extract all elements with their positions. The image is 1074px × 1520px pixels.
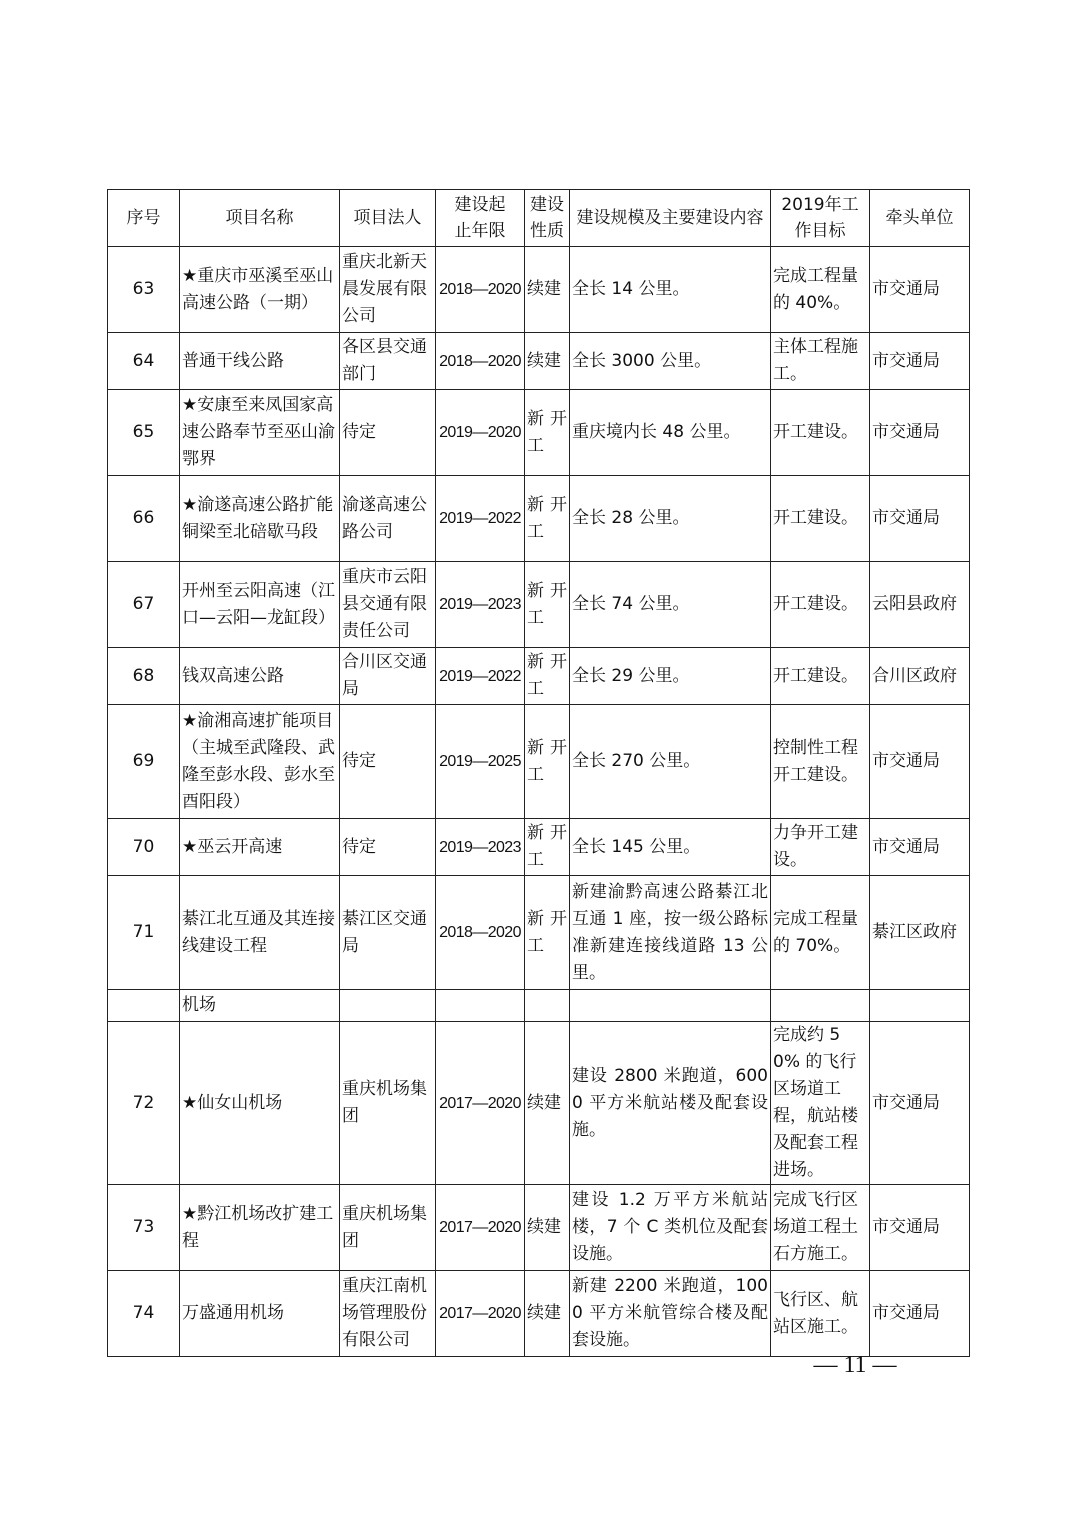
cell-name: 万盛通用机场 — [180, 1271, 340, 1357]
cell-years: 2018—2020 — [436, 876, 525, 990]
cell-nature: 续建 — [525, 1185, 570, 1271]
cell-scope: 全长 14 公里。 — [570, 247, 771, 333]
page-number: — 11 — — [813, 1352, 897, 1378]
cell-target: 开工建设。 — [771, 476, 870, 562]
cell-years — [436, 990, 525, 1022]
cell-target: 力争开工建设。 — [771, 819, 870, 876]
cell-owner: 重庆北新天晨发展有限公司 — [340, 247, 436, 333]
cell-seq: 74 — [108, 1271, 180, 1357]
cell-name: ★巫云开高速 — [180, 819, 340, 876]
cell-seq: 69 — [108, 705, 180, 819]
cell-scope: 全长 28 公里。 — [570, 476, 771, 562]
cell-years: 2019—2020 — [436, 390, 525, 476]
cell-target: 完成工程量的 40%。 — [771, 247, 870, 333]
cell-nature: 续建 — [525, 333, 570, 390]
cell-nature: 新开工 — [525, 876, 570, 990]
table-row — [108, 1185, 970, 1271]
cell-target: 开工建设。 — [771, 562, 870, 648]
cell-years: 2019—2025 — [436, 705, 525, 819]
cell-years: 2017—2020 — [436, 1271, 525, 1357]
cell-years: 2019—2023 — [436, 819, 525, 876]
cell-nature: 续建 — [525, 247, 570, 333]
header-target: 2019年工作目标 — [771, 190, 870, 247]
cell-owner: 重庆市云阳县交通有限责任公司 — [340, 562, 436, 648]
cell-seq: 63 — [108, 247, 180, 333]
table-row — [108, 705, 970, 819]
cell-nature: 新开工 — [525, 705, 570, 819]
cell-owner: 合川区交通局 — [340, 648, 436, 705]
cell-years: 2017—2020 — [436, 1185, 525, 1271]
cell-scope: 建设 2800 米跑道，6000 平方米航站楼及配套设施。 — [570, 1022, 771, 1185]
cell-seq — [108, 990, 180, 1022]
cell-lead: 市交通局 — [870, 819, 970, 876]
cell-scope: 全长 74 公里。 — [570, 562, 771, 648]
cell-name: ★黔江机场改扩建工程 — [180, 1185, 340, 1271]
cell-nature: 续建 — [525, 1271, 570, 1357]
cell-nature: 新开工 — [525, 648, 570, 705]
cell-owner — [340, 990, 436, 1022]
table-row — [108, 562, 970, 648]
cell-lead: 市交通局 — [870, 476, 970, 562]
cell-scope: 新建 2200 米跑道，1000 平方米航管综合楼及配套设施。 — [570, 1271, 771, 1357]
table-row — [108, 247, 970, 333]
cell-name: 机场 — [180, 990, 340, 1022]
cell-seq: 70 — [108, 819, 180, 876]
cell-scope — [570, 990, 771, 1022]
cell-years: 2019—2022 — [436, 648, 525, 705]
cell-name: 钱双高速公路 — [180, 648, 340, 705]
cell-nature: 新开工 — [525, 819, 570, 876]
cell-target: 完成约 50% 的飞行区场道工程，航站楼及配套工程进场。 — [771, 1022, 870, 1185]
cell-seq: 72 — [108, 1022, 180, 1185]
cell-name: 普通干线公路 — [180, 333, 340, 390]
cell-target: 开工建设。 — [771, 390, 870, 476]
cell-seq: 68 — [108, 648, 180, 705]
cell-lead: 市交通局 — [870, 1271, 970, 1357]
table-row — [108, 1022, 970, 1185]
cell-owner: 待定 — [340, 390, 436, 476]
cell-seq: 73 — [108, 1185, 180, 1271]
cell-nature: 新开工 — [525, 476, 570, 562]
cell-seq: 65 — [108, 390, 180, 476]
cell-years: 2018—2020 — [436, 247, 525, 333]
cell-lead: 合川区政府 — [870, 648, 970, 705]
cell-lead: 市交通局 — [870, 390, 970, 476]
table-header-row — [108, 190, 970, 247]
cell-lead: 市交通局 — [870, 705, 970, 819]
header-scope: 建设规模及主要建设内容 — [570, 190, 771, 247]
cell-lead: 市交通局 — [870, 1185, 970, 1271]
cell-name: ★渝湘高速扩能项目（主城至武隆段、武隆至彭水段、彭水至酉阳段） — [180, 705, 340, 819]
cell-scope: 全长 145 公里。 — [570, 819, 771, 876]
cell-years: 2019—2022 — [436, 476, 525, 562]
cell-scope: 重庆境内长 48 公里。 — [570, 390, 771, 476]
cell-name: ★渝遂高速公路扩能铜梁至北碚歇马段 — [180, 476, 340, 562]
cell-name: 开州至云阳高速（江口—云阳—龙缸段） — [180, 562, 340, 648]
table-row — [108, 476, 970, 562]
cell-owner: 待定 — [340, 819, 436, 876]
cell-lead: 市交通局 — [870, 333, 970, 390]
cell-seq: 64 — [108, 333, 180, 390]
table-row — [108, 390, 970, 476]
cell-years: 2017—2020 — [436, 1022, 525, 1185]
cell-owner: 重庆江南机场管理股份有限公司 — [340, 1271, 436, 1357]
cell-nature: 新开工 — [525, 562, 570, 648]
header-years: 建设起止年限 — [436, 190, 525, 247]
cell-owner: 渝遂高速公路公司 — [340, 476, 436, 562]
header-name: 项目名称 — [180, 190, 340, 247]
table-row — [108, 819, 970, 876]
cell-target: 开工建设。 — [771, 648, 870, 705]
table-row — [108, 876, 970, 990]
cell-years: 2019—2023 — [436, 562, 525, 648]
table-row — [108, 648, 970, 705]
table-row — [108, 990, 970, 1022]
cell-lead: 市交通局 — [870, 247, 970, 333]
cell-owner: 各区县交通部门 — [340, 333, 436, 390]
cell-nature: 新开工 — [525, 390, 570, 476]
cell-target: 控制性工程开工建设。 — [771, 705, 870, 819]
cell-lead: 云阳县政府 — [870, 562, 970, 648]
cell-scope: 全长 270 公里。 — [570, 705, 771, 819]
cell-name: ★重庆市巫溪至巫山高速公路（一期） — [180, 247, 340, 333]
cell-target: 飞行区、航站区施工。 — [771, 1271, 870, 1357]
cell-target: 完成工程量的 70%。 — [771, 876, 870, 990]
cell-owner: 重庆机场集团 — [340, 1185, 436, 1271]
cell-scope: 建设 1.2 万平方米航站楼，7 个 C 类机位及配套设施。 — [570, 1185, 771, 1271]
cell-seq: 66 — [108, 476, 180, 562]
cell-scope: 全长 29 公里。 — [570, 648, 771, 705]
project-table — [107, 189, 970, 1357]
cell-nature: 续建 — [525, 1022, 570, 1185]
cell-nature — [525, 990, 570, 1022]
header-lead: 牵头单位 — [870, 190, 970, 247]
cell-name: ★仙女山机场 — [180, 1022, 340, 1185]
cell-owner: 綦江区交通局 — [340, 876, 436, 990]
cell-seq: 67 — [108, 562, 180, 648]
header-seq: 序号 — [108, 190, 180, 247]
cell-target: 主体工程施工。 — [771, 333, 870, 390]
cell-owner: 重庆机场集团 — [340, 1022, 436, 1185]
cell-scope: 新建渝黔高速公路綦江北互通 1 座，按一级公路标准新建连接线道路 13 公里。 — [570, 876, 771, 990]
table-row — [108, 333, 970, 390]
cell-years: 2018—2020 — [436, 333, 525, 390]
cell-name: ★安康至来凤国家高速公路奉节至巫山渝鄂界 — [180, 390, 340, 476]
cell-owner: 待定 — [340, 705, 436, 819]
table-row — [108, 1271, 970, 1357]
cell-target: 完成飞行区场道工程土石方施工。 — [771, 1185, 870, 1271]
header-owner: 项目法人 — [340, 190, 436, 247]
cell-target — [771, 990, 870, 1022]
table-body — [108, 247, 970, 1357]
cell-seq: 71 — [108, 876, 180, 990]
cell-name: 綦江北互通及其连接线建设工程 — [180, 876, 340, 990]
cell-scope: 全长 3000 公里。 — [570, 333, 771, 390]
cell-lead: 綦江区政府 — [870, 876, 970, 990]
cell-lead — [870, 990, 970, 1022]
cell-lead: 市交通局 — [870, 1022, 970, 1185]
header-nature: 建设性质 — [525, 190, 570, 247]
